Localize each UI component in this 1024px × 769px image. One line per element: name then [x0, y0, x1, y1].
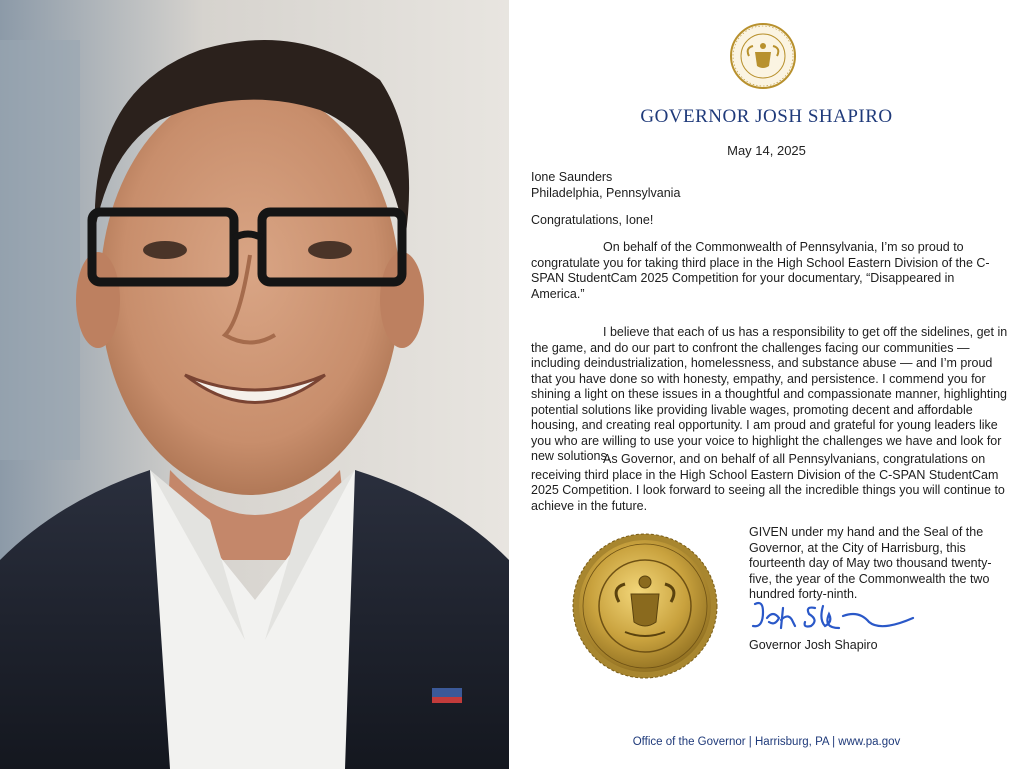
recipient-address [531, 170, 680, 201]
greeting: Congratulations, Ione! [531, 213, 654, 227]
paragraph-3: As Governor, and on behalf of all Pennsylvanians, congratulations on receiving third place in the High School Eastern Division of the C-SPAN StudentCam 2025 Competition. I look forward to seeing all the incredible things you will continue to achieve in the future. [531, 452, 1005, 513]
recipient-location: Philadelphia, Pennsylvania [531, 185, 681, 200]
letter-footer: Office of the Governor | Harrisburg, PA | www.pa.gov [632, 736, 901, 748]
governor-letter [509, 0, 1024, 769]
given-under-hand-text: GIVEN under my hand and the Seal of the Governor, at the City of Harrisburg, this fourteenth day of May two thousand twenty-five, the year of the Commonwealth the two hundred forty-ninth. [749, 525, 992, 601]
recipient-name: Ione Saunders [531, 170, 613, 184]
governor-portrait-photo [0, 0, 509, 769]
paragraph-1: On behalf of the Commonwealth of Pennsylvania, I’m so proud to congratulate you for taking third place in the High School Eastern Division of the C-SPAN StudentCam 2025 Competition for your documentary, “Disappeared in America.” [531, 240, 990, 301]
gold-governor-seal-icon [571, 532, 719, 680]
letter-date: May 14, 2025 [727, 143, 806, 158]
signature-icon [749, 592, 919, 636]
letter-title: GOVERNOR JOSH SHAPIRO [640, 106, 893, 127]
commonwealth-seal-icon [729, 22, 797, 90]
paragraph-2: I believe that each of us has a responsibility to get off the sidelines, get in the game, and do our part to confront the challenges facing our communities — including deindustrialization, homelessness, and substance abuse — and I’m proud that you have done so with honesty, empathy, and persistence. I commend you for shining a light on these issues in a thoughtful and compassionate manner, highlighting potential solutions like providing livable wages, promoting decent and affordable housing, and creating real opportunity. I am proud and grateful for young leaders like you who are willing to use your voice to highlight the challenges we have and look for new solutions. [531, 325, 1008, 463]
signature-name: Governor Josh Shapiro [749, 638, 878, 652]
